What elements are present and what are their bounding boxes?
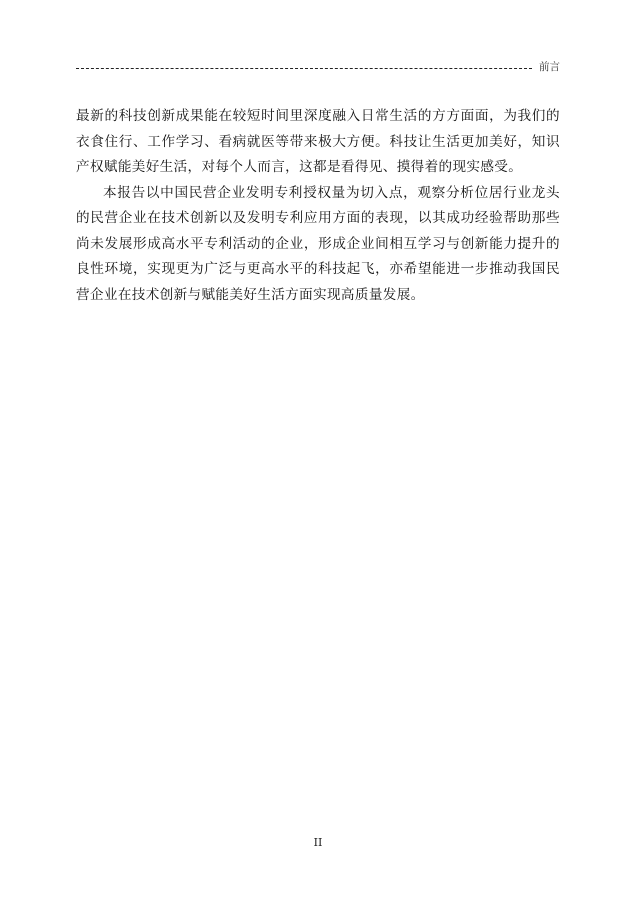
page-number: II: [313, 836, 323, 849]
header-section-label: 前言: [539, 61, 560, 73]
paragraph-report-intro: 本报告以中国民营企业发明专利授权量为切入点，观察分析位居行业龙头的民营企业在技术创新以及发明专利应用方面的表现，以其成功经验帮助那些尚未发展形成高水平专利活动的企业，形成企业间相互学习与创新能力提升的良性环境，实现更为广泛与更高水平的科技起飞，亦希望能进一步推动我国民营企业在技术创新与赋能美好生活方面实现高质量发展。: [76, 184, 560, 303]
body-text: [76, 104, 560, 308]
paragraph-continuation: 最新的科技创新成果能在较短时间里深度融入日常生活的方方面面，为我们的衣食住行、工作学习、看病就医等带来极大方便。科技让生活更加美好，知识产权赋能美好生活，对每个人而言，这都是看得见、摸得着的现实感受。: [76, 108, 560, 175]
header-dashed-rule: [76, 68, 532, 69]
page-header: [76, 60, 560, 74]
